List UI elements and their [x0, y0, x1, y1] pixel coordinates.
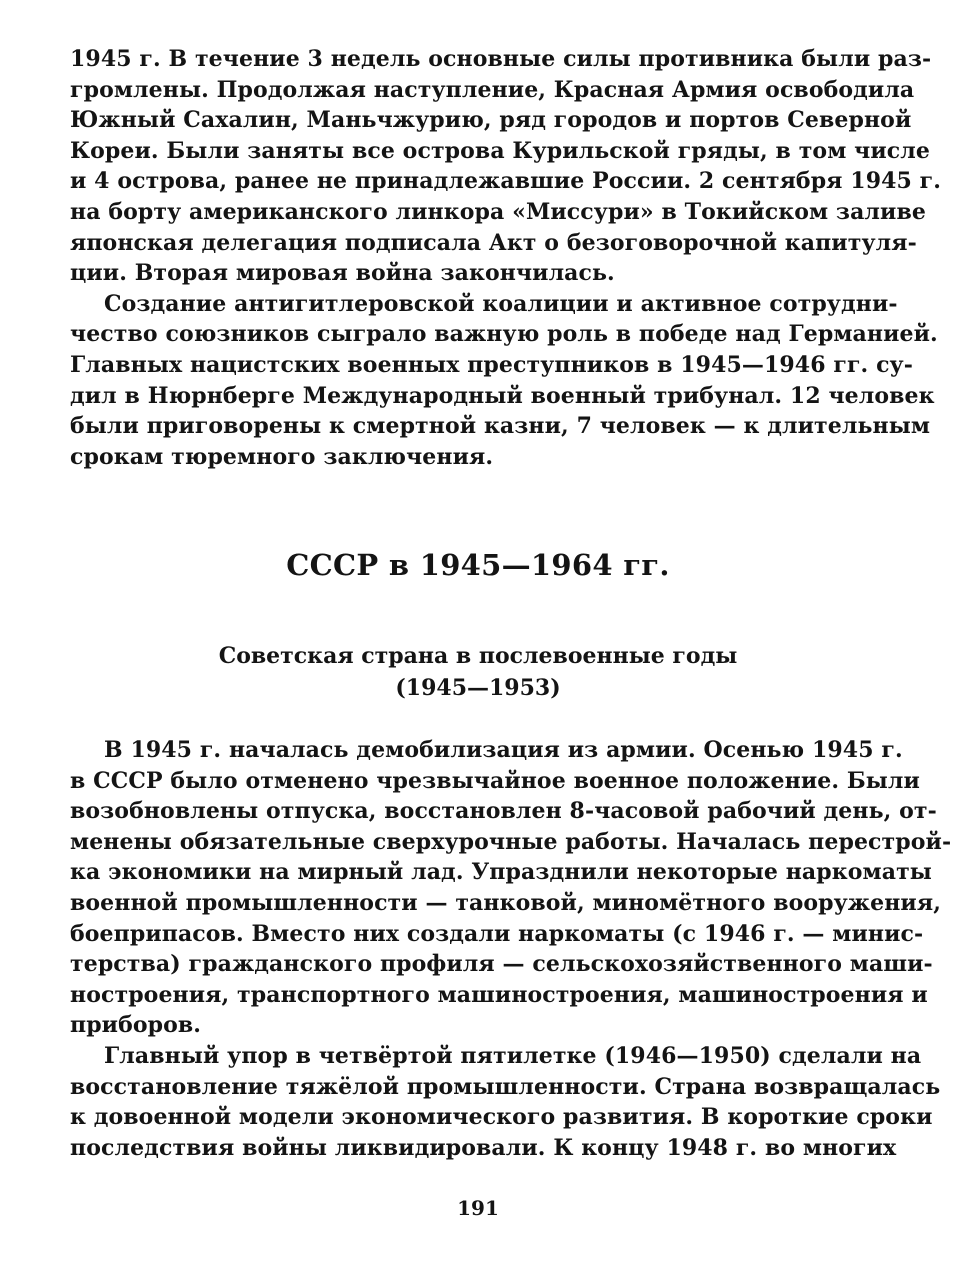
text-line: срокам тюремного заключения.: [70, 443, 494, 470]
text-line: и 4 острова, ранее не принадлежавшие России. 2 сентября 1945 г.: [70, 168, 942, 195]
paragraph-1: [70, 44, 942, 289]
bottom-text-block: [70, 735, 952, 1163]
paragraph-3: [70, 735, 952, 1041]
text-line: последствия войны ликвидировали. К концу 1948 г. во многих: [70, 1134, 897, 1161]
subsection-title: [0, 640, 956, 704]
text-line: японская делегация подписала Акт о безоговорочной капитуля-: [70, 229, 917, 256]
text-line: возобновлены отпуска, восстановлен 8-часовой рабочий день, от-: [70, 798, 937, 825]
text-line: были приговорены к смертной казни, 7 человек — к длительным: [70, 413, 931, 440]
section-title: СССР в 1945—1964 гг.: [286, 548, 670, 582]
text-line: ка экономики на мирный лад. Упразднили некоторые наркоматы: [70, 859, 932, 886]
text-line: чество союзников сыграло важную роль в победе над Германией.: [70, 321, 938, 348]
text-line: к довоенной модели экономического развития. В короткие сроки: [70, 1104, 933, 1131]
top-text-block: [70, 44, 942, 472]
text-line: военной промышленности — танковой, миномётного вооружения,: [70, 889, 941, 916]
text-line: Создание антигитлеровской коалиции и активное сотрудни-: [104, 290, 898, 317]
text-line: дил в Нюрнберге Международный военный трибунал. 12 человек: [70, 382, 935, 409]
text-line: боеприпасов. Вместо них создали наркоматы (с 1946 г. — минис-: [70, 920, 924, 947]
text-line: в СССР было отменено чрезвычайное военное положение. Были: [70, 767, 920, 794]
text-line: громлены. Продолжая наступление, Красная Армия освободила: [70, 76, 915, 103]
text-line: восстановление тяжёлой промышленности. Страна возвращалась: [70, 1073, 941, 1100]
text-line: В 1945 г. началась демобилизация из армии. Осенью 1945 г.: [104, 737, 903, 763]
text-line: терства) гражданского профиля — сельскохозяйственного маши-: [70, 951, 933, 978]
paragraph-2: [70, 289, 938, 473]
text-line: менены обязательные сверхурочные работы. Началась перестрой-: [70, 828, 952, 855]
text-line: 1945 г. В течение 3 недель основные силы противника были раз-: [70, 46, 932, 72]
text-line: приборов.: [70, 1012, 202, 1039]
text-line: Главный упор в четвёртой пятилетке (1946—1950) сделали на: [104, 1042, 922, 1069]
text-line: ции. Вторая мировая война закончилась.: [70, 260, 615, 287]
text-line: Южный Сахалин, Маньчжурию, ряд городов и портов Северной: [70, 107, 912, 134]
text-line: Главных нацистских военных преступников в 1945—1946 гг. су-: [70, 351, 913, 378]
subsection-title-line-1: Советская страна в послевоенные годы: [218, 643, 738, 669]
page-number: 191: [457, 1196, 499, 1220]
text-line: ностроения, транспортного машиностроения, машиностроения и: [70, 981, 928, 1008]
text-line: на борту американского линкора «Миссури» в Токийском заливе: [70, 198, 926, 225]
subsection-title-line-2: (1945—1953): [395, 675, 561, 701]
paragraph-4: [70, 1041, 941, 1163]
text-line: Кореи. Были заняты все острова Курильской гряды, в том числе: [70, 137, 931, 164]
